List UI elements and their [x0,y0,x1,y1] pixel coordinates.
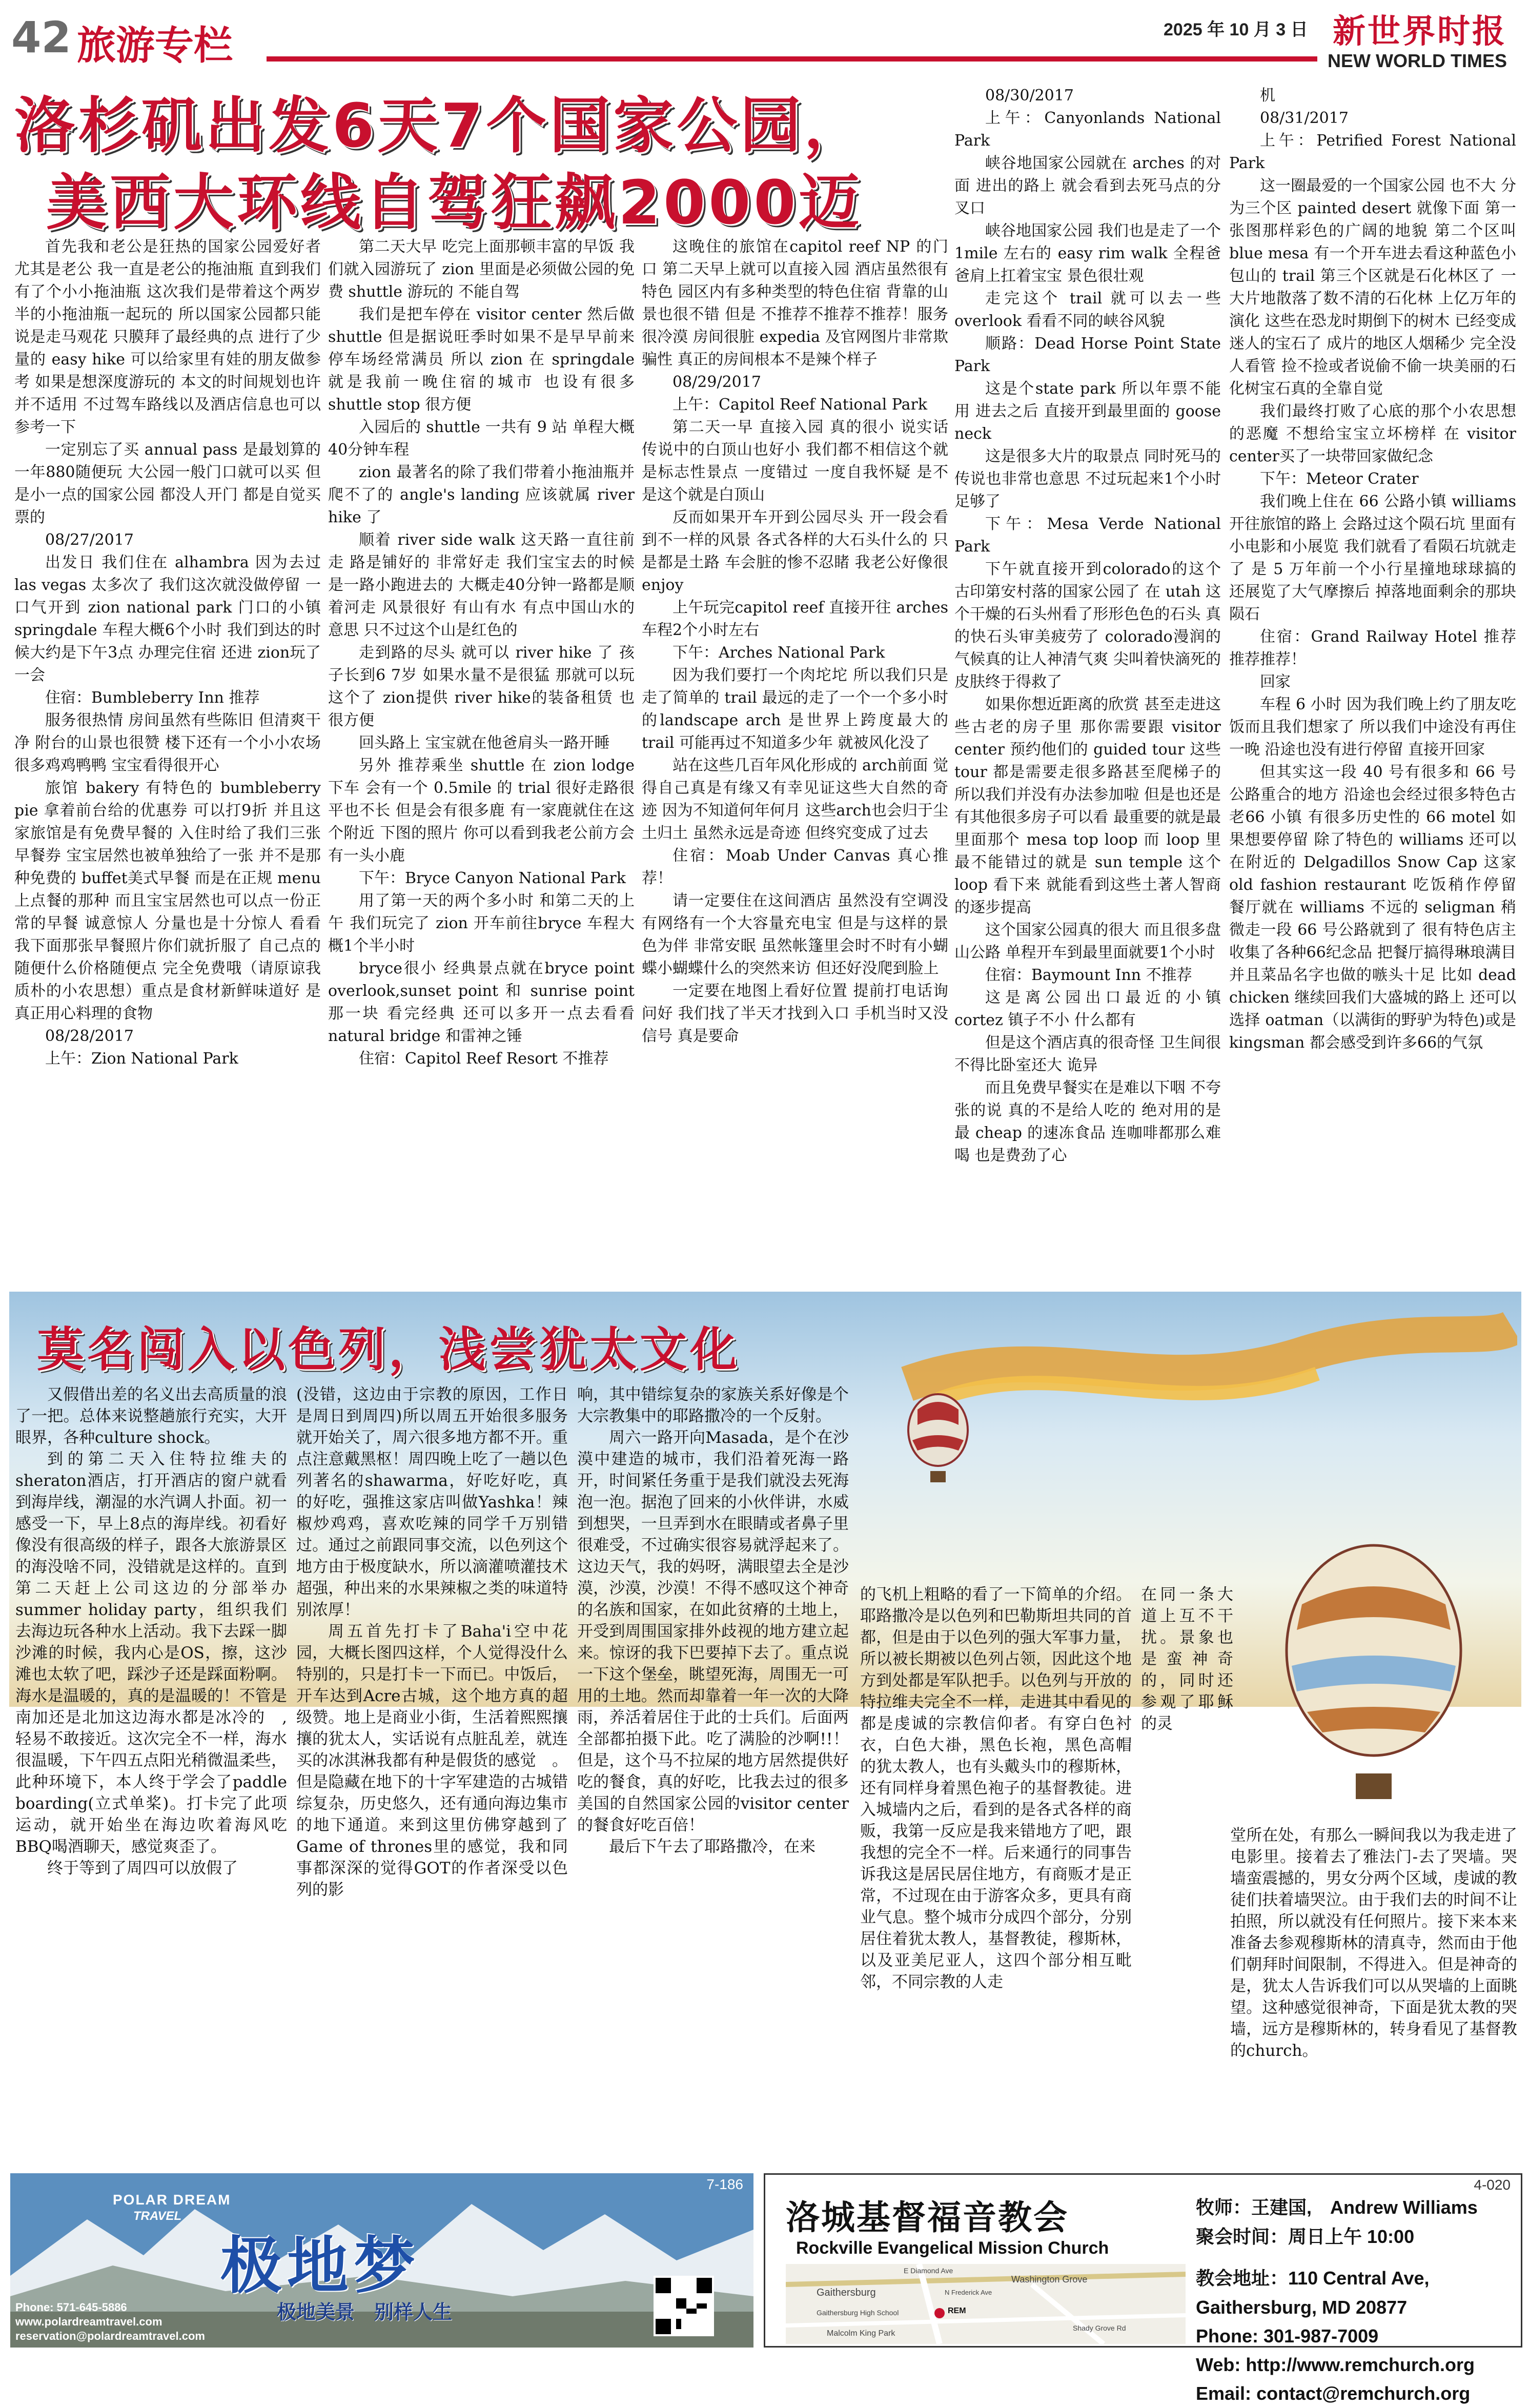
paragraph: 住宿：Capitol Reef Resort 不推荐 [359,1050,609,1068]
paragraph: 上午：Canyonlands National Park [954,109,1221,150]
paragraph: 住宿：Baymount Inn 不推荐 [985,966,1192,984]
paragraph: 首先我和老公是狂热的国家公园爱好者 尤其是老公 我一直是老公的拖油瓶 直到我们有了个小小拖油瓶 这次我们是带着这个两岁半的小拖油瓶一起玩的 所以国家公园都只能说是走马观花 只膜拜了最经典的点 进行了少量的 easy hike 可以给家里有娃的朋友做参考 如果是想深度游玩的 本文的时间规划也许并不适用 不过驾车路线以及酒店信息也可以参考一下 [14,238,321,436]
paragraph: bryce很小 经典景点就在bryce point overlook,sunset point 和 sunrise point 那一块 看完经典 还可以多开一点去看看 natural bridge 和雷神之锤 [328,960,635,1045]
paragraph: 因为我们要打一个肉坨坨 所以我们只是走了简单的 trail 最远的走了一个一个多小时的landscape arch 是世界上跨度最大的 trail 可能再过不知道多少年 就被风化没了 [642,666,948,752]
paragraph: 而且免费早餐实在是难以下咽 不夸张的说 真的不是给人吃的 绝对用的是最 cheap 的速冻食品 连咖啡都那么难喝 也是费劲了心 [954,1079,1221,1165]
paragraph: 机 [1260,87,1275,105]
paragraph: 上午：Petrified Forest National Park [1229,132,1516,172]
paragraph: 上午玩完capitol reef 直接开往 arches 车程2个小时左右 [642,599,948,639]
email-label: Email: [1196,2383,1252,2404]
map-label-frederick: N Frederick Ave [945,2289,992,2296]
paragraph: 峡谷地国家公园 我们也是走了一个 1mile 左右的 easy rim walk 全程爸爸肩上扛着宝宝 景色很壮观 [954,222,1221,285]
church-name: 洛城基督福音教会 [786,2198,1069,2237]
article1-column-3 [642,236,948,1276]
web-label: Web: [1196,2354,1241,2375]
article1-column-5 [1229,85,1516,1279]
paragraph: 用了第一天的两个多小时 和第二天的上午 我们玩完了 zion 开车前往bryce 车程大概1个半小时 [328,892,635,955]
paragraph: 响，其中错综复杂的家族关系好像是个大宗教集中的耶路撒冷的一个反射。 [577,1385,849,1425]
map-label-diamond: E Diamond Ave [904,2267,953,2275]
paragraph: 服务很热情 房间虽然有些陈旧 但清爽干净 附台的山景也很赞 楼下还有一个小小农场 很多鸡鸡鸭鸭 宝宝看得很开心 [14,711,321,774]
paragraph: 一定要在地图上看好位置 提前打电话询问好 我们找了半天才找到入口 手机当时又没信号 真是要命 [642,982,948,1045]
paragraph: 周六一路开向Masada，是个在沙漠中建造的城市，我们沿着死海一路开，时间紧任务重于是我们就没去死海泡一泡。据泡了回来的小伙伴讲，水威到想哭，一旦弄到水在眼睛或者鼻子里很难受，不过确实很容易就浮起来了。这边天气，我的妈呀，满眼望去全是沙漠，沙漠，沙漠！不得不感叹这个神奇的名族和国家，在如此贫瘠的土地上，开受到周围国家排外歧视的地方建立起来。惊讶的我下巴要掉下去了。重点说一下这个堡垒，眺望死海，周围无一可用的土地。然而却靠着一年一次的大降雨，养活着居住于此的士兵们。后面两全部都拍摄下此。吃了满脸的沙啊!!！但是，这个马不拉屎的地方居然提供好吃的餐食，真的好吃，比我去过的很多美国的自然国家公园的visitor center的餐食好吃百倍！ [577,1429,849,1834]
service-time-label: 聚会时间： [1196,2227,1289,2248]
pastor-names: 王建国, Andrew Williams [1251,2197,1478,2218]
article2-column-3 [577,1384,849,2142]
paragraph: 到的第二天入住特拉维夫的sheraton酒店，打开酒店的窗户就看到海岸线，潮湿的水汽调人扑面。初一感受一下，早上8点的海岸线。初看好像没有很高级的样子，跟各大旅游景区的海没啥不同，没错就是这样的。直到第二天赶上公司这边的分部举办summer holiday party，组织我们去海边玩各种水上活动。我下去踩一脚沙滩的时候，我内心是OS，擦，这沙滩也太软了吧，踩沙子还是踩面粉啊。海水是温暖的，真的是温暖的！不管是南加还是北加这边海水都是冰冷的 ,轻易不敢接近。这次完全不一样，海水很温暖，下午四五点阳光稍微温柔些，此种环境下，本人终于学会了paddle boarding(立式单桨)。打卡完了此项运动，就开始坐在海边吹着海风吃BBQ喝酒聊天，感觉爽歪了。 [15,1450,287,1856]
paragraph: 但是这个酒店真的很奇怪 卫生间很不得比卧室还大 诡异 [954,1034,1221,1074]
church-email[interactable]: contact@remchurch.org [1256,2383,1471,2404]
polar-ad-subtitle: 极地美景 别样人生 [277,2301,453,2323]
paragraph: 08/28/2017 [45,1027,134,1045]
article2-column-5 [1141,1584,1233,1820]
paragraph: 走到路的尽头 就可以 river hike 了 孩子长到6 7岁 如果水量不是很猛 那就可以玩这个了 zion提供 river hike的装备租赁 也很方便 [328,644,635,729]
paragraph: 但其实这一段 40 号有很多和 66 号公路重合的地方 沿途也会经过很多特色古老66 小镇 有很多历史性的 66 motel 如果想要停留 除了特色的 williams 还可以在附近的 Delgadillos Snow Cap 这家 old fashion restaurant 吃饭稍作停留 餐厅就在 williams 不远的 seligman 稍微走一段 66 号公路就到了 很有特色店主收集了各种66纪念品 把餐厅搞得琳琅满目 并且菜品名字也做的嗾头十足 比如 dead chicken 继续回我们大盛城的路上 还可以选择 oatman（以满街的野驴为特色)或是kingsman 都会感受到许多66的气氛 [1229,763,1516,1052]
paragraph: 反而如果开车开到公园尽头 开一段会看到不一样的风景 各式各样的大石头什么的 只是都是土路 车会脏的惨不忍睹 我老公好像很enjoy [642,508,948,594]
church-phone[interactable]: 301-987-7009 [1263,2325,1379,2346]
paragraph: 如果你想近距离的欣赏 甚至走进这些古老的房子里 那你需要跟 visitor center 预约他们的 guided tour 这些 tour 都是需要走很多路甚至爬梯子的 所以我们并没有办法参加啦 但是也还是有其他很多房子可以看 最重要的就是最里面那个 mesa top loop 而 loop 里最不能错过的就是 sun temple 这个 loop 看下来 就能看到这些土著人智商的逐步提高 [954,696,1221,916]
paragraph: 上午：Zion National Park [45,1050,238,1068]
article2-column-6 [1230,1825,1517,2153]
paragraph: 下午：Arches National Park [672,644,885,662]
ad-code: 4-020 [1474,2177,1511,2193]
article1-column-2 [328,236,635,1276]
paragraph: 另外 推荐乘坐 shuttle 在 zion lodge 下车 会有一个 0.5mile 的 trial 很好走路很平也不长 但是会有很多鹿 有一家鹿就住在这个附近 下图的照片 你可以看到我老公前方会有一头小鹿 [328,757,635,865]
polar-dream-ad[interactable] [10,2173,753,2348]
map-label-high-school: Gaithersburg High School [817,2309,899,2317]
paragraph: 终于等到了周四可以放假了 [47,1859,238,1878]
header-rule [267,56,1317,62]
church-name-en: Rockville Evangelical Mission Church [796,2238,1109,2258]
article1-column-1 [14,236,321,1276]
address-line2: Gaithersburg, MD 20877 [1196,2297,1408,2318]
article1-column-4 [954,85,1221,1279]
newspaper-brand: 新世界时报 [1333,12,1507,51]
paragraph: 08/31/2017 [1260,109,1349,127]
church-location-map[interactable] [786,2264,1186,2344]
paragraph: zion 最著名的除了我们带着小拖油瓶并爬不了的 angle's landing 应该就属 river hike 了 [328,463,635,526]
paragraph: 顺着 river side walk 这天路一直往前走 路是铺好的 非常好走 我们宝宝去的时候是一路小跑进去的 大概走40分钟一路都是顺着河走 风景很好 有山有水 有点中国山水的意思 只不过这个山是红色的 [328,531,635,639]
paragraph: 上午：Capitol Reef National Park [672,396,928,414]
address-label: 教会地址： [1196,2268,1289,2289]
paragraph: 这一圈最爱的一个国家公园 也不大 分为三个区 painted desert 就像下面 第一张图那样彩色的广阔的地貌 第二个区叫 blue mesa 有一个开车进去看这种蓝色小包山的 trail 第三个区就是石化林区了 一大片地散落了数不清的石化林 上亿万年的演化 这些在恐龙时期倒下的树木 已经变成迷人的宝石了 成片的地区人烟稀少 完全没人看管 捡不捡或者说偷不偷一块美丽的石化树宝石真的全靠自觉 [1229,177,1516,398]
paragraph: 下午：Bryce Canyon National Park [359,869,626,887]
paragraph: 08/27/2017 [45,531,134,549]
paragraph: 这是很多大片的取景点 同时死马的传说也非常也意思 不过玩起来1个小时足够了 [954,447,1221,511]
polar-logo-line2: TRAVEL [133,2209,182,2223]
paragraph: 这个国家公园真的很大 而且很多盘山公路 单程开车到最里面就要1个小时 [954,921,1221,962]
balloon-large [1287,1545,1461,1799]
page-number: 42 [11,12,71,63]
paragraph: 回家 [1260,673,1291,691]
paragraph: 入园后的 shuttle 一共有 9 站 单程大概40分钟车程 [328,418,635,459]
paragraph: 我们是把车停在 visitor center 然后做 shuttle 但是据说旺季时如果不是早早前来 停车场经常满员 所以 zion 在 springdale 就是我前一晚住宿的城市 也设有很多 shuttle stop 很方便 [328,305,635,414]
map-label-gaithersburg: Gaithersburg [817,2287,876,2298]
map-pin-icon [934,2308,945,2318]
ad-code: 7-186 [706,2176,743,2192]
paragraph: 住宿：Grand Railway Hotel 推荐推荐推荐！ [1229,628,1516,668]
church-info [1196,2193,1514,2408]
paragraph: 走完这个 trail 就可以去一些 overlook 看看不同的峡谷风貌 [954,290,1221,330]
polar-phone[interactable]: Phone: 571-645-5886 [15,2301,127,2314]
newspaper-brand-en: NEW WORLD TIMES [1328,50,1507,71]
paragraph: 这晚住的旅馆在capitol reef NP 的门口 第二天早上就可以直接入园 酒店虽然很有特色 园区内有多种类型的特色住宿 背靠的山景也很不错 但是 不推荐不推荐不推荐！服务很冷漠 房间很脏 expedia 及官网图片非常欺骗性 真正的房间根本不是辣个样子 [642,238,948,369]
paragraph: 出发日 我们住在 alhambra 因为去过 las vegas 太多次了 我们这次就没做停留 一口气开到 zion national park 门口的小镇 springdale 车程大概6个小时 我们到达的时候大约是下午3点 办理完住宿 还进 zion玩了一会 [14,554,321,684]
church-website[interactable]: http://www.remchurch.org [1246,2354,1475,2375]
article2-column-1 [15,1384,287,2142]
paragraph: 住宿：Moab Under Canvas 真心推荐！ [642,847,948,887]
qr-code-icon [654,2276,714,2336]
paragraph: 下午就直接开到colorado的这个 古印第安村落的国家公园了 在 utah 这个干燥的石头州看了形形色色的石头 真的快石头审美疲劳了 colorado漫润的气候真的让人神清气爽 尖叫着快滴死的皮肤终于得救了 [954,560,1221,691]
balloon-small [908,1394,968,1482]
paragraph: 我们最终打败了心底的那个小农思想的恶魔 不想给宝宝立坏榜样 在 visitor center买了一块带回家做纪念 [1229,402,1516,465]
paragraph: 回头路上 宝宝就在他爸肩头一路开睡 [359,734,610,752]
map-label-park: Malcolm King Park [827,2329,895,2338]
paragraph: 的飞机上粗略的看了一下简单的介绍。耶路撒冷是以色列和巴勒斯坦共同的首都，但是由于以色列的强大军事力量，所以被长期被以色列占领，因此这个地方到处都是军队把手。以色列与开放的特拉维夫完全不一样，走进其中看见的都是虔诚的宗教信仰者。有穿白色衬衣，白色大褂，黑色长袍，黑色高帽 的犹太教人，也有头戴头巾的穆斯林，还有同样身着黑色袍子的基督教徒。进入城墙内之后，看到的是各式各样的商贩，我第一反应是我来错地方了吧，跟我想的完全不一样。后来通行的同事告诉我这是居民居住地方，有商贩才是正常，不过现在由于游客众多，更具有商业气息。整个城市分成四个部分，分别居住着犹太教人，基督教徒，穆斯林，以及亚美尼亚人，这四个部分相互毗邻，不同宗教的人走 [860,1585,1132,1991]
paragraph: 站在这些几百年风化形成的 arch前面 觉得自己真是有缘又有幸见证这些大自然的奇迹 因为不知道何年何月 这些arch也会归于尘土归土 虽然永远是奇迹 但终究变成了过去 [642,757,948,842]
paragraph: 周五首先打卡了Baha'i空中花园，大概长图四这样，个人觉得没什么特别的，只是打卡一下而已。中饭后，开车达到Acre古城，这个地方真的超级赞。地上是商业小街，生活着熙熙攘攘的犹太人，实话说有点脏乱差，就连买的冰淇淋我都有种是假货的感觉 。但是隐藏在地下的十字军建造的古城错综复杂，历史悠久，还有通向海边集市的地下通道。来到这里仿佛穿越到了Game of thrones里的感觉，我和同事都深深的觉得GOT的作者深受以色列的影 [296,1622,568,1899]
paragraph: (没错，这边由于宗教的原因，工作日是周日到周四)所以周五开始很多服务就开始关了，周六很多地方都不开。重点注意戴黑枢！周四晚上吃了一趟以色列著名的shawarma，好吃好吃，真的好吃，强推这家店叫做Yashka！辣椒炒鸡鸡，喜欢吃辣的同学千万别错过。通过之前跟同事交流，以色列这个地方由于极度缺水，所以滴灌喷灌技术超强，种出来的水果辣椒之类的味道特别浓厚！ [296,1385,568,1619]
paragraph: 又假借出差的名义出去高质量的浪了一把。总体来说整趟旅行充实，大开眼界，各种culture shock。 [15,1385,287,1447]
polar-ad-contact [15,2300,205,2343]
paragraph: 住宿：Bumbleberry Inn 推荐 [45,689,260,707]
map-label-washington-grove: Washington Grove [1011,2274,1088,2284]
article2-title: 莫名闯入以色列，浅尝犹太文化 [37,1322,741,1377]
map-label-rem: REM [948,2307,966,2315]
article1-title-line1: 洛杉矶出发6天7个国家公园， [14,90,868,161]
pastor-label: 牧师： [1196,2197,1252,2218]
paragraph: 这是离公园出口最近的小镇 cortez 镇子不小 什么都有 [954,989,1221,1029]
paragraph: 旅馆 bakery 有特色的 bumbleberry pie 拿着前台给的优惠券 可以打9折 并且这家旅馆是有免费早餐的 入住时给了我们三张早餐券 宝宝居然也被单独给了一张 并不是那种免费的 buffet美式早餐 而是在正规 menu 上点餐的那种 而且宝宝居然也可以点一份正常的早餐 诚意惊人 分量也是十分惊人 看看我下面那张早餐照片你们就折服了 自己点的 随便什么价格随便点 完全免费哦（请原谅我质朴的小农思想）重点是食材新鲜味道好 是真正用心料理的食物 [14,779,321,1023]
paragraph: 08/30/2017 [985,87,1074,105]
paragraph: 堂所在处，有那么一瞬间我以为我走进了电影里。接着去了雅法门-去了哭墙。哭墙蛮震撼的，男女分两个区域，虔诚的教徒们扶着墙哭泣。由于我们去的时间不让拍照，所以就没有任何照片。接下来本来准备去参观穆斯林的清真寺，然而由于他们朝拜时间限制，不得进入。但是神奇的是，犹太人告诉我们可以从哭墙的上面眺望。这种感觉很神奇，下面是犹太教的哭墙，远方是穆斯林的，转身看见了基督教的church。 [1230,1826,1517,2060]
polar-website[interactable]: www.polardreamtravel.com [15,2315,162,2328]
church-ad[interactable] [764,2173,1522,2404]
polar-ad-title: 极地梦 [220,2230,420,2302]
section-title: 旅游专栏 [77,23,233,68]
paragraph: 下午：Meteor Crater [1260,470,1419,488]
paragraph: 最后下午去了耶路撒冷，在来 [609,1838,816,1856]
map-label-shady-grove: Shady Grove Rd [1073,2324,1126,2332]
paragraph: 我们晚上住在 66 公路小镇 williams 开往旅馆的路上 会路过这个陨石坑 里面有小电影和小展览 我们就看了看陨石坑就走了 是 5 万年前一个小行星撞地球球搞的 还展览了大气摩擦后 掉落地面剩余的那块陨石 [1229,493,1516,623]
phone-label: Phone: [1196,2325,1258,2346]
paragraph: 峡谷地国家公园就在 arches 的对面 进出的路上 就会看到去死马点的分叉口 [954,154,1221,217]
paragraph: 第二天一早 直接入园 真的很小 说实话 传说中的白顶山也好小 我们都不相信这个就是标志性景点 一度错过 一度自我怀疑 是不是这个就是白顶山 [642,418,948,504]
issue-date: 2025 年 10 月 3 日 [1164,20,1308,39]
paragraph: 这是个state park 所以年票不能用 进去之后 直接开到最里面的 goose neck [954,380,1221,443]
paragraph: 顺路：Dead Horse Point State Park [954,335,1221,375]
paragraph: 请一定要住在这间酒店 虽然没有空调没有网络有一个大容量充电宝 但是与这样的景色为伴 非常安眠 虽然帐篷里会时不时有小蝴蝶小蝴蝶什么的突然来访 但还好没爬到脸上 [642,892,948,977]
paragraph: 08/29/2017 [672,373,761,391]
article2-column-4 [860,1584,1132,2153]
polar-email[interactable]: reservation@polardreamtravel.com [15,2330,205,2342]
article2-column-2 [296,1384,568,2142]
paragraph: 车程 6 小时 因为我们晚上约了朋友吃饭而且我们想家了 所以我们中途没有再住一晚 沿途也没有进行停留 直接开回家 [1229,696,1516,759]
polar-logo-line1: POLAR DREAM [113,2192,231,2208]
paragraph: 第二天大早 吃完上面那顿丰富的早饭 我们就入园游玩了 zion 里面是必须做公园的免费 shuttle 游玩的 不能自驾 [328,238,635,301]
paragraph: 一定别忘了买 annual pass 是最划算的 一年880随便玩 大公园一般门口就可以买 但是小一点的国家公园 都没人开门 都是自觉买票的 [14,441,321,526]
paragraph: 下午：Mesa Verde National Park [954,515,1221,556]
service-time: 周日上午 10:00 [1288,2226,1415,2247]
address-line1: 110 Central Ave, [1288,2268,1430,2289]
paragraph: 在同一条大道上互不干扰。景象也是蛮神奇的，同时还参观了耶稣的灵 [1141,1585,1233,1733]
article1-title-line2: 美西大环线自驾狂飙2000迈 [46,167,863,238]
